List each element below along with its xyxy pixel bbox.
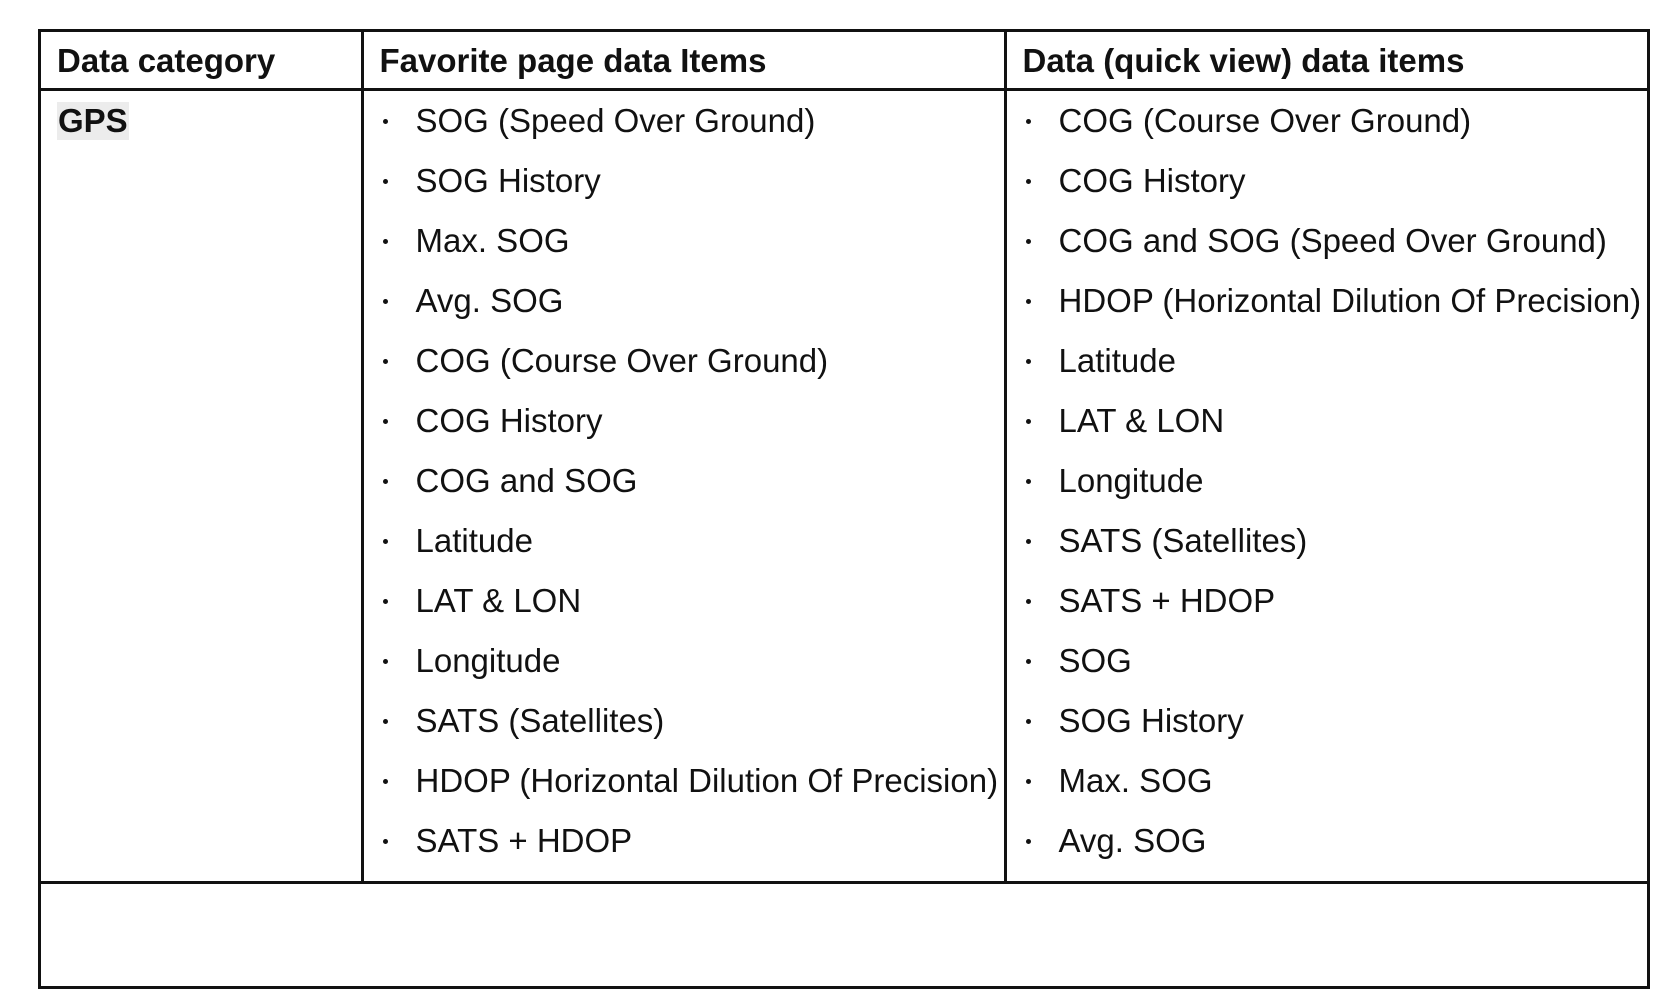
category-label: GPS bbox=[58, 101, 128, 139]
list-item: LAT & LON bbox=[1023, 401, 1651, 441]
category-cell bbox=[41, 89, 362, 882]
list-item: HDOP (Horizontal Dilution Of Precision) bbox=[380, 761, 1004, 801]
list-item: HDOP (Horizontal Dilution Of Precision) bbox=[1023, 281, 1651, 321]
list-item: SATS + HDOP bbox=[380, 821, 1004, 861]
list-item: Max. SOG bbox=[1023, 761, 1651, 801]
list-item: SOG (Speed Over Ground) bbox=[380, 101, 1004, 141]
list-item: COG and SOG (Speed Over Ground) bbox=[1023, 221, 1651, 261]
list-item: SOG History bbox=[1023, 701, 1651, 741]
quick-view-items-list bbox=[1023, 101, 1651, 861]
list-item: SOG History bbox=[380, 161, 1004, 201]
header-quick-view-items: Data (quick view) data items bbox=[1005, 32, 1650, 89]
table-row-gps bbox=[41, 89, 1650, 882]
table-header-row bbox=[41, 32, 1650, 89]
list-item: SOG bbox=[1023, 641, 1651, 681]
data-items-table-container bbox=[38, 29, 1650, 989]
quick-view-items-cell bbox=[1005, 89, 1650, 882]
list-item: SATS (Satellites) bbox=[1023, 521, 1651, 561]
list-item: LAT & LON bbox=[380, 581, 1004, 621]
list-item: Avg. SOG bbox=[1023, 821, 1651, 861]
list-item: Longitude bbox=[1023, 461, 1651, 501]
favorite-items-cell bbox=[362, 89, 1005, 882]
list-item: SATS + HDOP bbox=[1023, 581, 1651, 621]
list-item: COG (Course Over Ground) bbox=[380, 341, 1004, 381]
list-item: COG (Course Over Ground) bbox=[1023, 101, 1651, 141]
list-item: Max. SOG bbox=[380, 221, 1004, 261]
data-items-table bbox=[41, 32, 1650, 884]
favorite-items-list bbox=[380, 101, 1004, 861]
header-favorite-page-items: Favorite page data Items bbox=[362, 32, 1005, 89]
list-item: COG and SOG bbox=[380, 461, 1004, 501]
list-item: COG History bbox=[380, 401, 1004, 441]
list-item: COG History bbox=[1023, 161, 1651, 201]
header-data-category: Data category bbox=[41, 32, 362, 89]
list-item: Latitude bbox=[380, 521, 1004, 561]
list-item: Longitude bbox=[380, 641, 1004, 681]
list-item: Latitude bbox=[1023, 341, 1651, 381]
list-item: SATS (Satellites) bbox=[380, 701, 1004, 741]
list-item: Avg. SOG bbox=[380, 281, 1004, 321]
